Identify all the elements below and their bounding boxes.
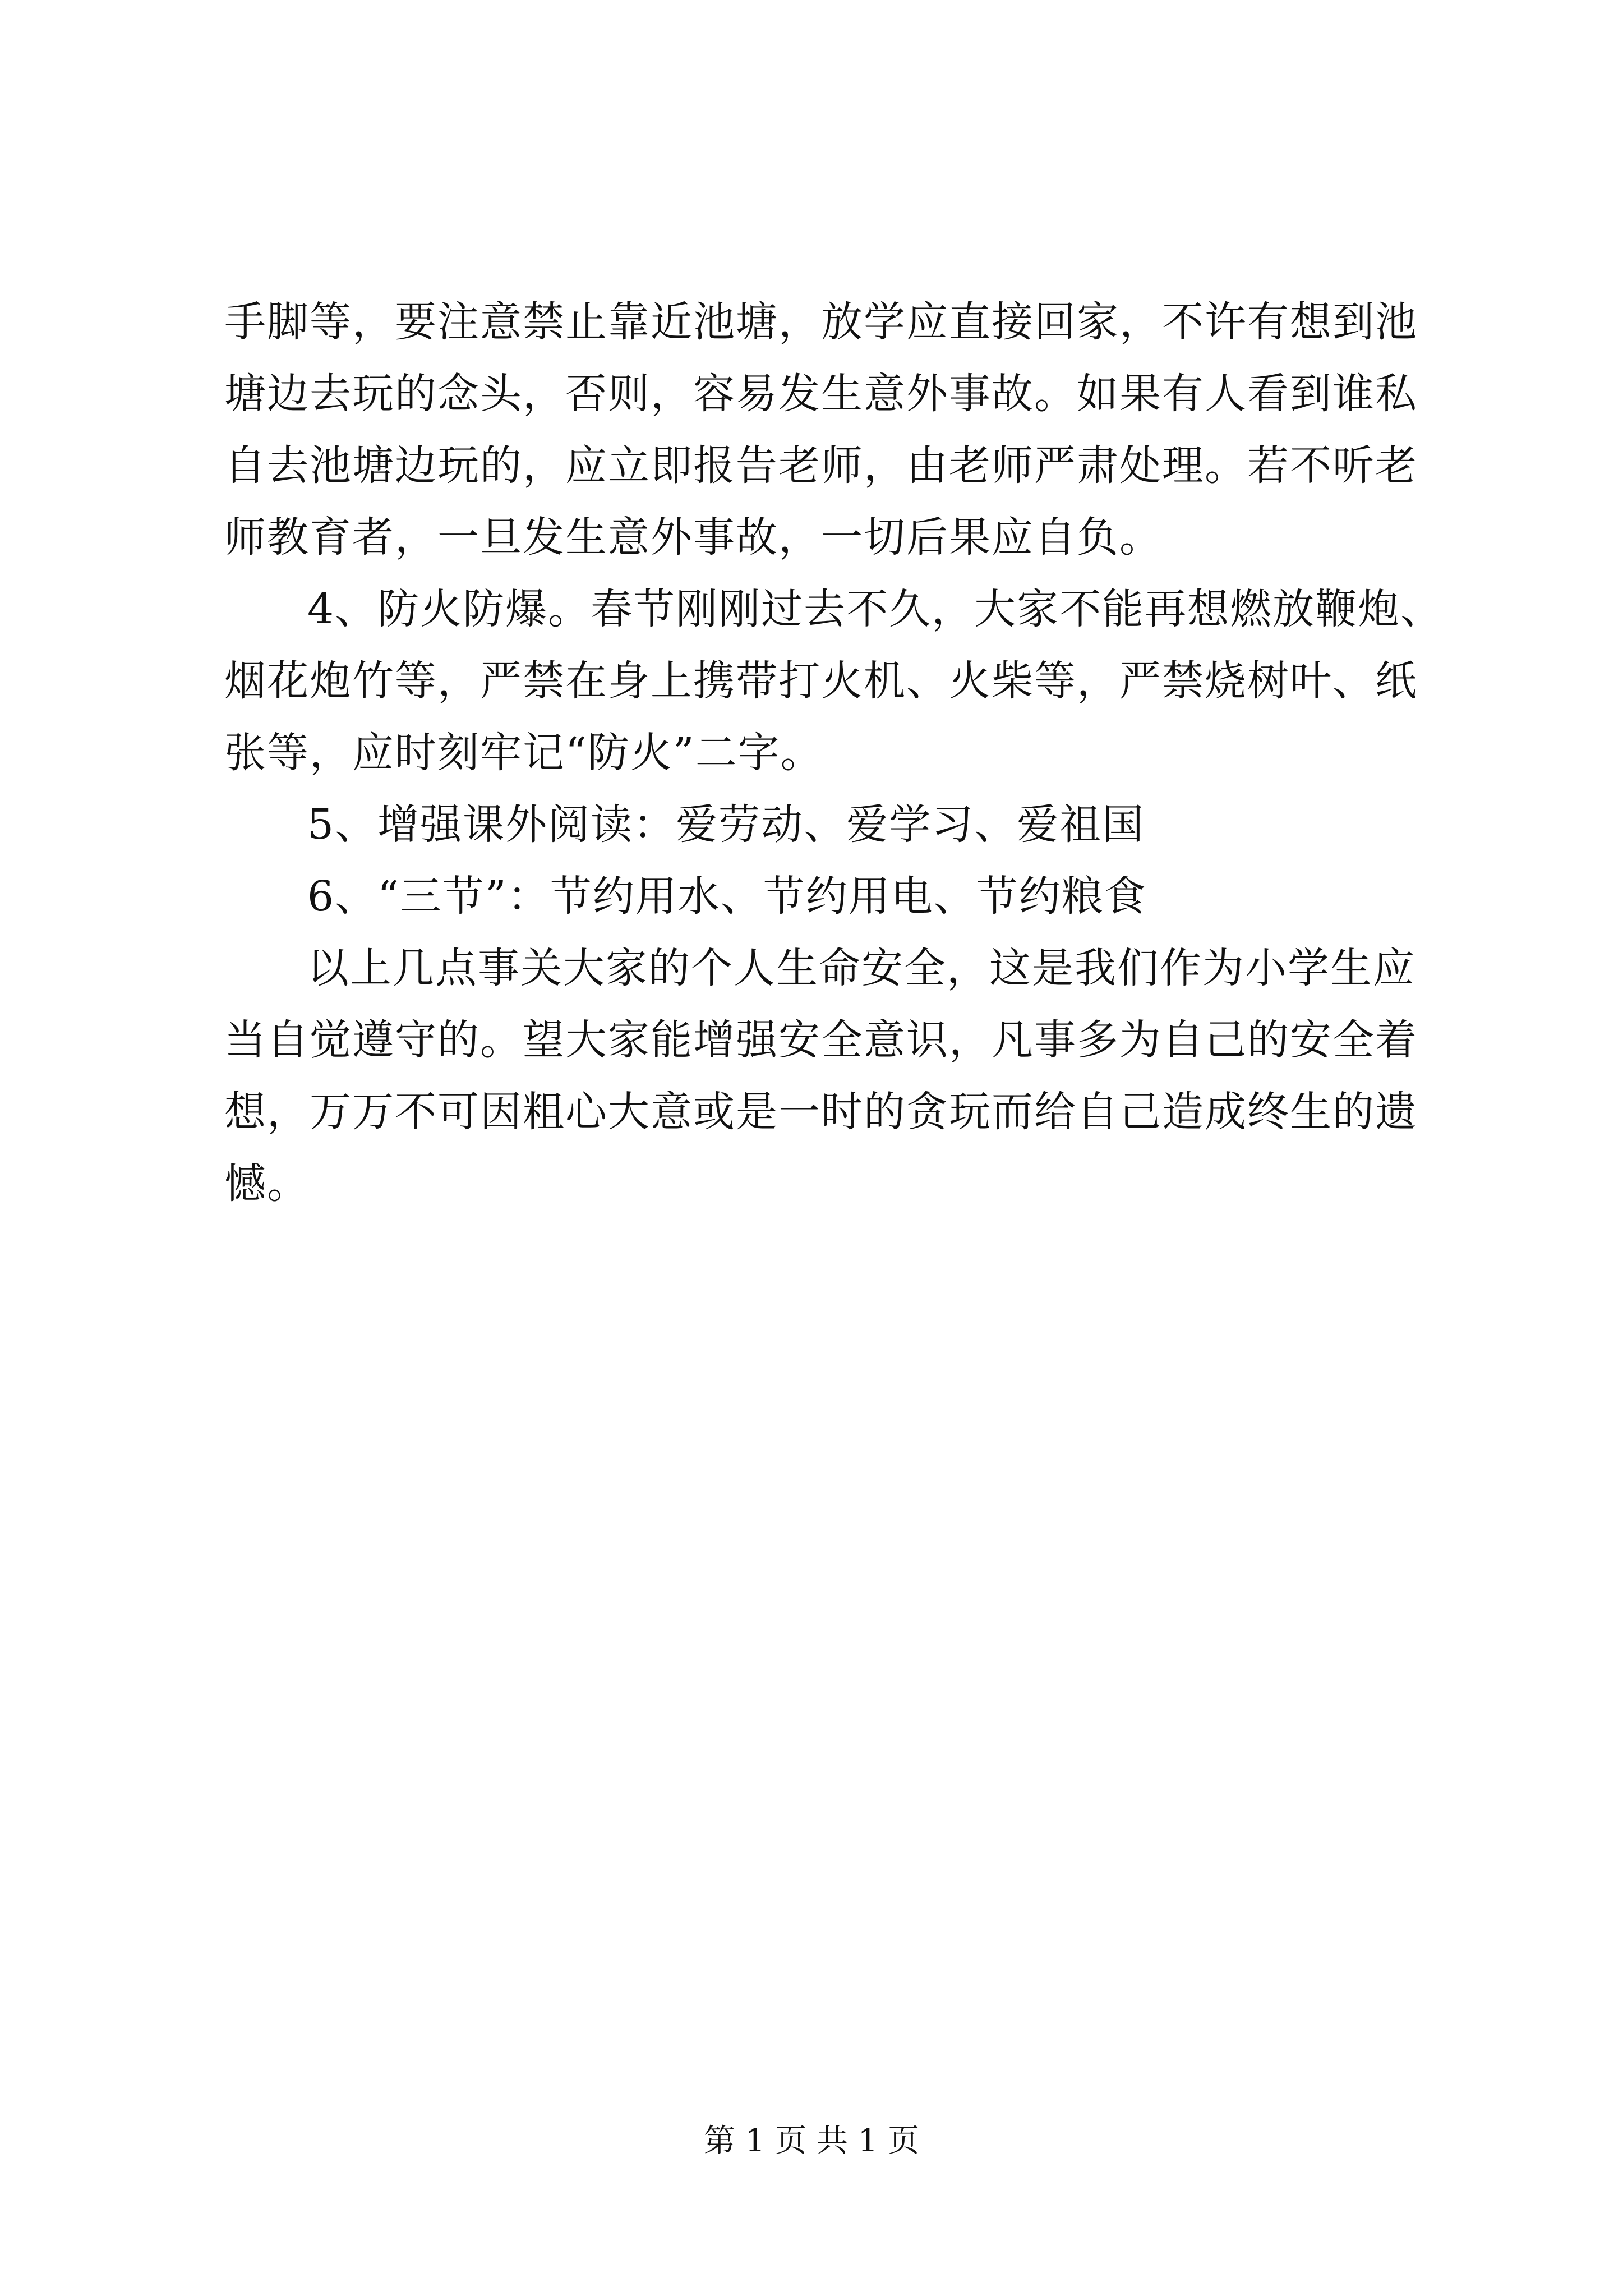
page-number-footer: 第 1 页 共 1 页 bbox=[703, 2123, 920, 2159]
text-line: 塘边去玩的念头，否则，容易发生意外事故。如果有人看到谁私 bbox=[224, 370, 1418, 418]
text-line: 想，万万不可因粗心大意或是一时的贪玩而给自己造成终生的遗 bbox=[224, 1088, 1418, 1136]
text-line: 师教育者，一旦发生意外事故，一切后果应自负。 bbox=[224, 513, 1162, 562]
text-line: 6、“三节”：节约用水、节约用电、节约粮食 bbox=[307, 872, 1147, 921]
document-body bbox=[224, 286, 1444, 1220]
text-line: 烟花炮竹等，严禁在身上携带打火机、火柴等，严禁烧树叶、纸 bbox=[224, 657, 1418, 705]
text-line: 张等，应时刻牢记“防火”二字。 bbox=[224, 729, 823, 777]
text-line: 5、增强课外阅读：爱劳动、爱学习、爱祖国 bbox=[307, 800, 1145, 849]
text-line: 手脚等，要注意禁止靠近池塘，放学应直接回家，不许有想到池 bbox=[224, 298, 1418, 346]
text-line: 以上几点事关大家的个人生命安全，这是我们作为小学生应 bbox=[307, 944, 1415, 992]
text-line: 自去池塘边玩的，应立即报告老师，由老师严肃处理。若不听老 bbox=[224, 441, 1418, 490]
text-line: 当自觉遵守的。望大家能增强安全意识，凡事多为自己的安全着 bbox=[224, 1016, 1418, 1064]
text-line: 4、防火防爆。春节刚刚过去不久，大家不能再想燃放鞭炮、 bbox=[307, 585, 1444, 633]
text-line: 憾。 bbox=[224, 1159, 310, 1208]
